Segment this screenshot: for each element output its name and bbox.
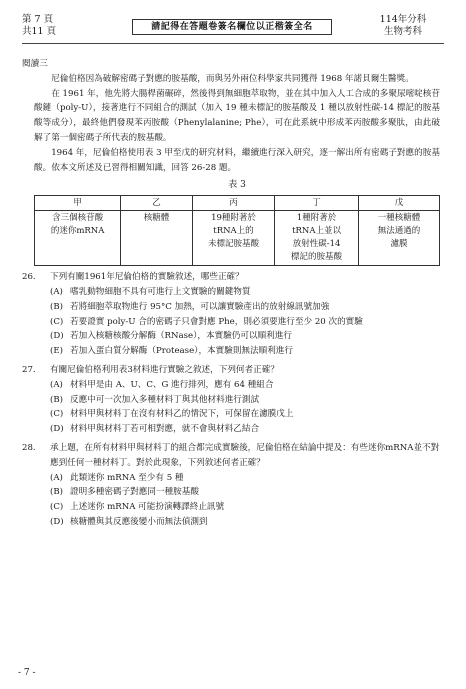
header-divider bbox=[22, 43, 444, 44]
cell-line: 標記的胺基酸 bbox=[291, 252, 343, 263]
table-cell-wu bbox=[359, 211, 440, 266]
page-number-block bbox=[22, 14, 56, 38]
option-b[interactable] bbox=[34, 393, 440, 408]
option-text: 反應中可一次加入多種材料丁與其他材料進行測試 bbox=[70, 394, 260, 405]
option-label: (B) bbox=[50, 301, 64, 312]
option-b[interactable] bbox=[34, 485, 440, 500]
question-27 bbox=[22, 363, 440, 437]
table-row bbox=[35, 211, 440, 266]
question-text: 承上題，在所有材料甲與材料丁的組合都完成實驗後，尼倫伯格在結論中提及：有些迷你mRNA並不對應到任何一種材料丁。對於此現象，下列敘述何者正確？ bbox=[50, 442, 440, 468]
paragraph-2: 在 1961 年，他先將大腸桿菌碾碎，然後得到無細胞萃取物，並在其中加入人工合成的多聚尿嘧啶核苷酸鏈（poly-U），接著進行不同組合的測試（加入 19 種未標記的胺基酸及 1 種以放射性碳-14 標記的胺基酸等成分），最終他們發現苯丙胺酸（Phenylalanine; Phe），可在此系統中形成苯丙胺酸多聚肽，由此破解了第一個密碼子所代表的胺基酸。 bbox=[34, 88, 440, 143]
option-text: 材料甲與材料丁在沒有材料乙的情況下，可保留在濾膜戊上 bbox=[70, 409, 294, 420]
question-text: 下列有關1961年尼倫伯格的實驗敘述，哪些正確？ bbox=[50, 272, 244, 283]
cell-line: 含三個核苷酸 bbox=[52, 213, 104, 224]
table-header: 甲 bbox=[35, 196, 121, 211]
table-cell-ding bbox=[275, 211, 359, 266]
table-cell-yi bbox=[121, 211, 193, 266]
materials-table bbox=[34, 195, 440, 266]
option-c[interactable] bbox=[34, 500, 440, 515]
option-text: 上述迷你 mRNA 可能扮演轉譯終止訊號 bbox=[70, 502, 225, 513]
cell-line: 濾膜 bbox=[390, 239, 408, 250]
question-text: 有關尼倫伯格利用表3材料進行實驗之敘述，下列何者正確？ bbox=[50, 364, 279, 375]
option-e[interactable] bbox=[34, 344, 440, 359]
table-title: 表 3 bbox=[228, 180, 246, 191]
option-label: (B) bbox=[50, 394, 64, 405]
option-d[interactable] bbox=[34, 329, 440, 344]
question-number: 27. bbox=[22, 364, 36, 375]
reading-section bbox=[22, 57, 440, 530]
page-label: 第 7 頁 bbox=[22, 14, 54, 25]
table-header: 乙 bbox=[121, 196, 193, 211]
option-label: (B) bbox=[50, 487, 64, 498]
option-a[interactable] bbox=[34, 471, 440, 486]
option-text: 若要證實 poly-U 合的密碼子只會對應 Phe，則必須要進行至少 20 次的實驗 bbox=[70, 316, 363, 327]
question-stem bbox=[22, 441, 440, 471]
option-label: (D) bbox=[50, 516, 64, 527]
option-text: 若加入核糖核酸分解酶（RNase），本實驗仍可以順利進行 bbox=[70, 331, 292, 342]
option-text: 此類迷你 mRNA 至少有 5 種 bbox=[70, 472, 184, 483]
question-stem bbox=[22, 270, 440, 285]
question-28 bbox=[22, 441, 440, 530]
question-number: 28. bbox=[22, 442, 36, 453]
cell-line: 未標記胺基酸 bbox=[207, 239, 259, 250]
option-text: 核糖體與其反應後變小而無法偵測到 bbox=[70, 516, 208, 527]
option-label: (C) bbox=[50, 316, 64, 327]
option-label: (D) bbox=[50, 424, 64, 435]
option-a[interactable] bbox=[34, 285, 440, 300]
cell-line: 放射性碳-14 bbox=[292, 239, 341, 250]
subject-name: 生物考科 bbox=[383, 26, 422, 37]
cell-line: 1種附著於 bbox=[296, 213, 337, 224]
option-c[interactable] bbox=[34, 407, 440, 422]
cell-line: 核糖體 bbox=[143, 213, 170, 224]
paragraph-3: 1964 年，尼倫伯格使用表 3 甲至戊的研究材料，繼續進行深入研究，逐一解出所有密碼子對應的胺基酸。依本文所述及已習得相關知識，回答 26-28 題。 bbox=[34, 147, 440, 173]
option-text: 若加入蛋白質分解酶（Protease），本實驗則無法順利進行 bbox=[70, 346, 293, 357]
total-pages-label: 共11 頁 bbox=[22, 26, 57, 37]
option-c[interactable] bbox=[34, 315, 440, 330]
paragraph-1: 尼倫伯格因為破解密碼子對應的胺基酸，而與另外兩位科學家共同獲得 1968 年諾貝爾生醫獎。 bbox=[51, 73, 414, 84]
option-label: (A) bbox=[50, 472, 63, 483]
question-stem bbox=[22, 363, 440, 378]
subject-block bbox=[368, 14, 438, 38]
cell-line: 19種附著於 bbox=[211, 213, 256, 224]
table-header: 丙 bbox=[192, 196, 274, 211]
option-d[interactable] bbox=[34, 515, 440, 530]
cell-line: 一種核糖體 bbox=[377, 213, 421, 224]
table-cell-bing bbox=[192, 211, 274, 266]
option-label: (C) bbox=[50, 502, 64, 513]
option-text: 材料甲是由 A、U、C、G 進行排列，應有 64 種組合 bbox=[70, 379, 274, 390]
option-b[interactable] bbox=[34, 300, 440, 315]
option-d[interactable] bbox=[34, 422, 440, 437]
cell-line: 無法通過的 bbox=[377, 226, 421, 237]
option-label: (D) bbox=[50, 331, 64, 342]
option-a[interactable] bbox=[34, 378, 440, 393]
option-text: 證明多種密碼子對應同一種胺基酸 bbox=[70, 487, 199, 498]
page-footer: - 7 - bbox=[18, 668, 36, 678]
section-title: 閱讀三 bbox=[22, 59, 48, 69]
cell-line: 的迷你mRNA bbox=[50, 226, 105, 237]
table-cell-jia bbox=[35, 211, 121, 266]
option-label: (E) bbox=[50, 346, 63, 357]
table-header: 丁 bbox=[275, 196, 359, 211]
table-header: 戊 bbox=[359, 196, 440, 211]
option-text: 嗜乳動物細胞不具有可進行上文實驗的關鍵物質 bbox=[70, 286, 251, 297]
table-header-row bbox=[35, 196, 440, 211]
question-26 bbox=[22, 270, 440, 359]
question-number: 26. bbox=[22, 272, 36, 283]
exam-year: 114年分科 bbox=[379, 14, 427, 25]
option-label: (C) bbox=[50, 409, 64, 420]
signature-notice: 請記得在答題卷簽名欄位以正楷簽全名 bbox=[132, 19, 332, 35]
option-label: (A) bbox=[50, 286, 63, 297]
cell-line: tRNA上並以 bbox=[292, 226, 341, 237]
option-text: 材料甲與材料丁若可相對應，就不會與材料乙結合 bbox=[70, 424, 260, 435]
option-text: 若將細胞萃取物進行 95°C 加熱，可以讓實驗產出的放射線訊號加強 bbox=[70, 301, 330, 312]
cell-line: tRNA上的 bbox=[213, 226, 254, 237]
option-label: (A) bbox=[50, 379, 63, 390]
